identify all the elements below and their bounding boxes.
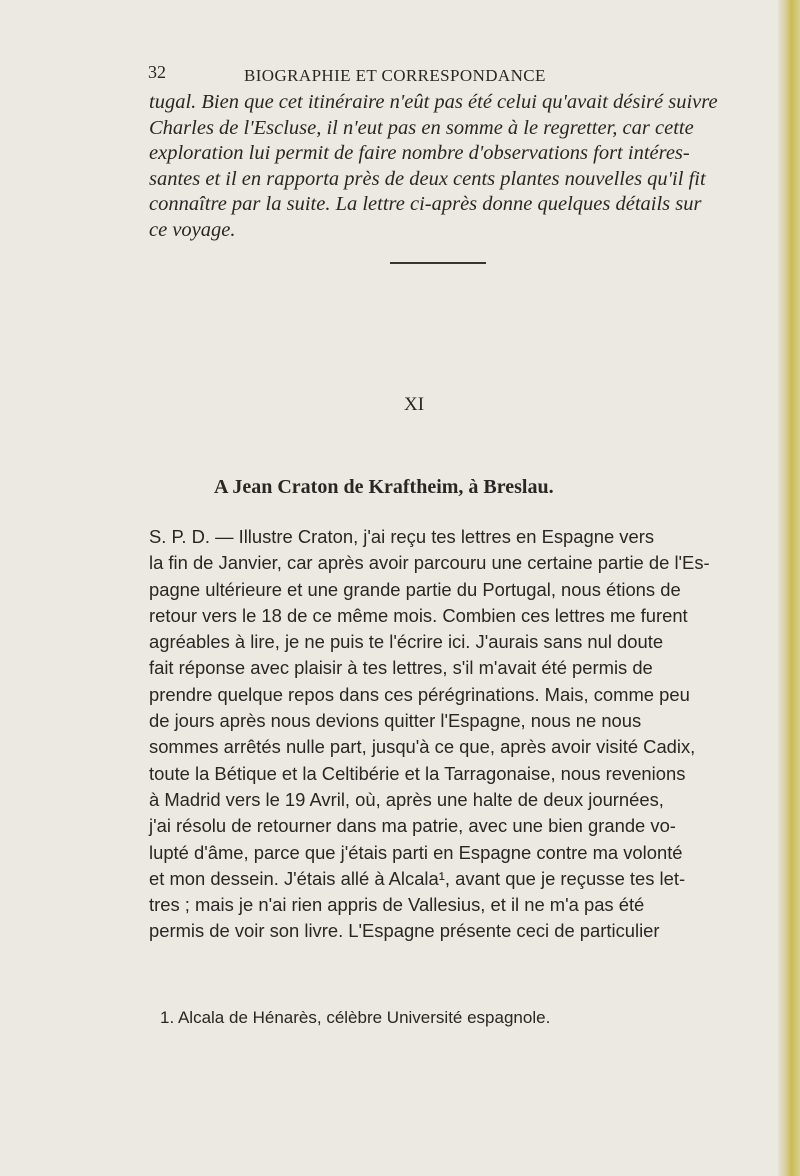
text-line: à Madrid vers le 19 Avril, où, après une halte de deux journées,	[149, 788, 664, 810]
text-line: prendre quelque repos dans ces pérégrinations. Mais, comme peu	[149, 683, 690, 705]
text-line: de jours après nous devions quitter l'Espagne, nous ne nous	[149, 710, 642, 732]
text-line: j'ai résolu de retourner dans ma patrie, avec une bien grande vo-	[149, 815, 676, 837]
text-line: tres ; mais je n'ai rien appris de Vallesius, et il ne m'a pas été	[149, 894, 645, 916]
text-line: pagne ultérieure et une grande partie du Portugal, nous étions de	[149, 578, 681, 600]
text-line: toute la Bétique et la Celtibérie et la Tarragonaise, nous revenions	[149, 762, 686, 784]
section-divider	[390, 262, 486, 264]
footnote: 1. Alcala de Hénarès, célèbre Université espagnole.	[160, 1008, 551, 1027]
letter-body	[149, 524, 771, 945]
text-line: retour vers le 18 de ce même mois. Combien ces lettres me furent	[149, 604, 688, 626]
letter-heading: A Jean Craton de Kraftheim, à Breslau.	[214, 476, 554, 498]
text-line: exploration lui permit de faire nombre d'observations fort intéres-	[149, 142, 690, 165]
text-line: S. P. D. — Illustre Craton, j'ai reçu tes lettres en Espagne vers	[149, 526, 655, 547]
page-number: 32	[148, 62, 166, 82]
text-line: permis de voir son livre. L'Espagne présente ceci de particulier	[149, 920, 660, 942]
text-line: santes et il en rapporta près de deux cents plantes nouvelles qu'il fit	[149, 167, 706, 190]
text-line: la fin de Janvier, car après avoir parcouru une certaine partie de l'Es-	[149, 552, 710, 574]
text-line: tugal. Bien que cet itinéraire n'eût pas été celui qu'avait désiré suivre	[149, 91, 718, 113]
text-line: lupté d'âme, parce que j'étais parti en Espagne contre ma volonté	[149, 841, 683, 863]
text-line: Charles de l'Escluse, il n'eut pas en somme à le regretter, car cette	[149, 116, 694, 139]
running-title: BIOGRAPHIE ET CORRESPONDANCE	[244, 66, 546, 85]
intro-paragraph	[149, 90, 771, 244]
text-line: sommes arrêtés nulle part, jusqu'à ce que, après avoir visité Cadix,	[149, 736, 696, 758]
section-number: XI	[404, 394, 425, 415]
text-line: agréables à lire, je ne puis te l'écrire ici. J'aurais sans nul doute	[149, 631, 664, 653]
text-line: ce voyage.	[149, 218, 236, 241]
page-edge	[778, 0, 800, 1176]
text-line: et mon dessein. J'étais allé à Alcala¹, avant que je reçusse tes let-	[149, 867, 686, 889]
text-line: fait réponse avec plaisir à tes lettres, s'il m'avait été permis de	[149, 657, 653, 679]
text-line: connaître par la suite. La lettre ci-après donne quelques détails sur	[149, 193, 702, 216]
